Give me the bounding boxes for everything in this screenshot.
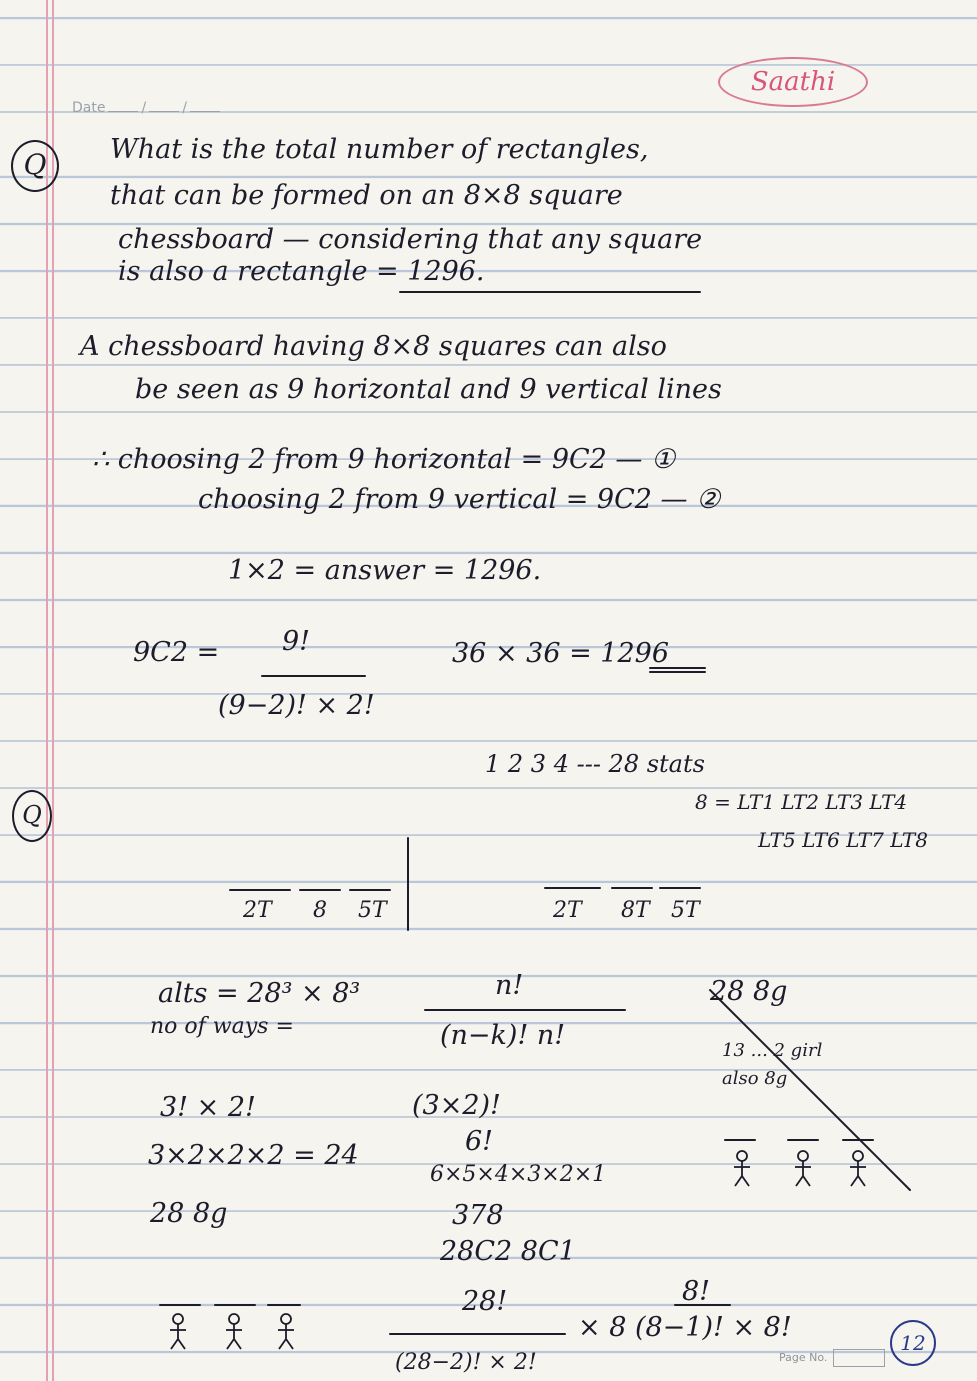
work-line: 3! × 2! (160, 1092, 256, 1123)
answer-line: choosing 2 from 9 vertical = 9C2 — ② (198, 484, 721, 515)
work-line: 6×5×4×3×2×1 (430, 1162, 607, 1187)
right-note: 28 8g (710, 976, 788, 1007)
work-line: 3×2×2×2 = 24 (148, 1140, 359, 1171)
person-figure (278, 1314, 294, 1349)
question-marker: Q (11, 140, 59, 192)
person-figure (850, 1151, 866, 1186)
question-line: that can be formed on an 8×8 square (110, 180, 623, 211)
slot-label: 2T (243, 898, 272, 923)
formula-numerator: n! (495, 970, 524, 1001)
work-line: 28! (462, 1286, 508, 1317)
slot-label: 8 (313, 898, 327, 923)
work-line: 8! (682, 1276, 711, 1307)
work-line: (3×2)! (412, 1090, 501, 1121)
work-line: 6! (465, 1126, 494, 1157)
stick-figures (170, 1151, 866, 1349)
right-note: also 8g (722, 1068, 788, 1089)
stats-line: 1 2 3 4 --- 28 stats (485, 750, 705, 778)
slot-label: 8T (621, 898, 650, 923)
slot-label: 5T (358, 898, 387, 923)
answer-line: 1×2 = answer = 1296. (228, 555, 542, 586)
ways-line: no of ways = (150, 1014, 294, 1039)
question-marker: Q (12, 790, 52, 842)
calc-denominator: (9−2)! × 2! (218, 690, 375, 721)
question-line: is also a rectangle = 1296. (118, 256, 485, 287)
page-number-box (833, 1349, 885, 1367)
page-number-label: Page No. (779, 1351, 828, 1364)
right-note: 13 ... 2 girl (722, 1040, 823, 1061)
answer-line: ∴ choosing 2 from 9 horizontal = 9C2 — ① (92, 444, 676, 475)
list-line: LT5 LT6 LT7 LT8 (758, 828, 928, 852)
alts-line: alts = 28³ × 8³ (158, 978, 361, 1009)
slot-label: 5T (671, 898, 700, 923)
person-figure (734, 1151, 750, 1186)
question-line: chessboard — considering that any square (118, 224, 703, 255)
work-line: (28−2)! × 2! (395, 1350, 537, 1375)
person-figure (170, 1314, 186, 1349)
person-figure (226, 1314, 242, 1349)
work-line: 378 (452, 1200, 504, 1231)
slot-label: 2T (553, 898, 582, 923)
formula-denominator: (n−k)! n! (440, 1020, 566, 1051)
answer-line: be seen as 9 horizontal and 9 vertical lines (135, 374, 722, 405)
work-line: × 8 (8−1)! × 8! (578, 1312, 792, 1343)
work-line: 28 8g (150, 1198, 228, 1229)
work-line: 28C2 8C1 (440, 1236, 576, 1267)
brand-logo: Saathi (718, 57, 868, 107)
list-line: 8 = LT1 LT2 LT3 LT4 (695, 790, 908, 814)
calc-product: 36 × 36 = 1296 (452, 638, 670, 669)
person-figure (795, 1151, 811, 1186)
answer-line: A chessboard having 8×8 squares can also (80, 331, 667, 362)
calc-lhs: 9C2 = (133, 637, 220, 668)
question-line: What is the total number of rectangles, (110, 134, 649, 165)
calc-numerator: 9! (282, 626, 311, 657)
date-field: Date / / (72, 100, 223, 116)
page-badge: 12 (890, 1320, 936, 1366)
